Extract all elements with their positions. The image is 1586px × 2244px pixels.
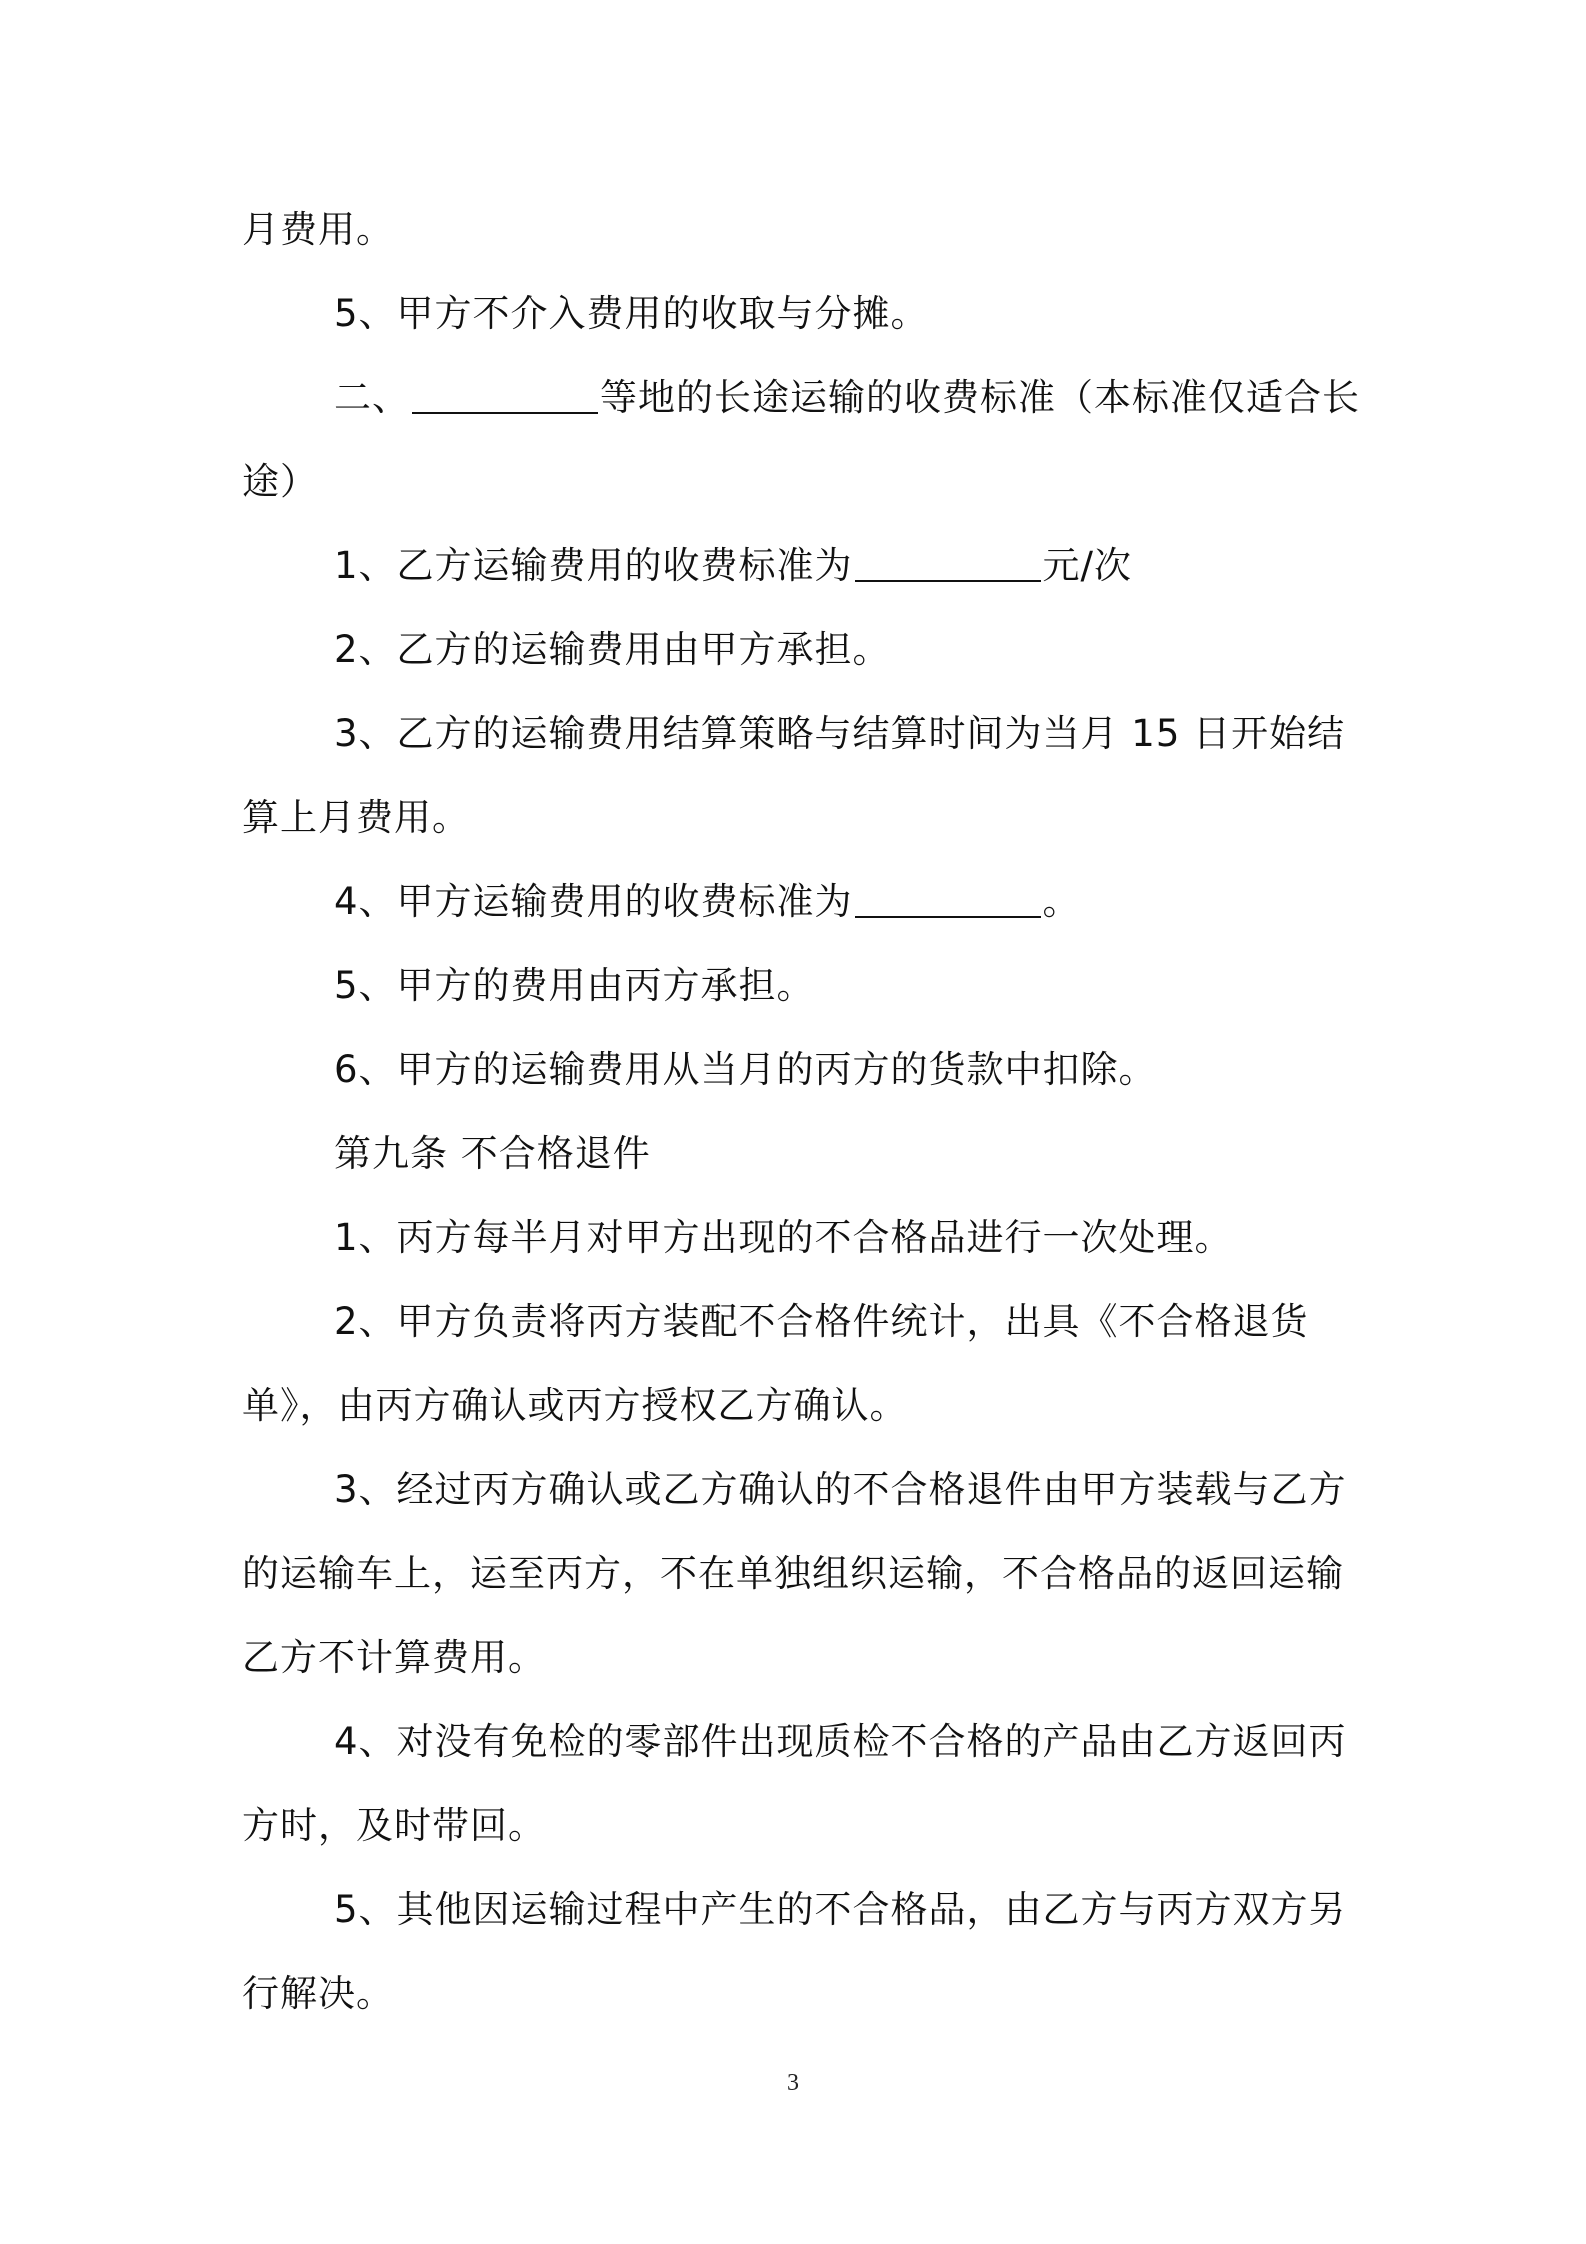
paragraph-item-6: 6、甲方的运输费用从当月的丙方的货款中扣除。 — [334, 1048, 1157, 1091]
section-2-text: 等地的长途运输的收费标准（本标准仅适合长 — [600, 376, 1360, 419]
paragraph-fee-item-5: 5、甲方不介入费用的收取与分摊。 — [334, 292, 929, 335]
paragraph-return-item-4: 4、对没有免检的零部件出现质检不合格的产品由乙方返回丙方时，及时带回。 — [242, 1720, 1347, 1847]
item-4-text: 4、甲方运输费用的收费标准为 — [334, 880, 853, 923]
paragraph-return-item-1: 1、丙方每半月对甲方出现的不合格品进行一次处理。 — [334, 1216, 1233, 1259]
blank-underline — [855, 550, 1041, 582]
paragraph-item-2: 2、乙方的运输费用由甲方承担。 — [334, 628, 891, 671]
paragraph-item-5: 5、甲方的费用由丙方承担。 — [334, 964, 815, 1007]
section-2-prefix: 二、 — [334, 376, 410, 419]
paragraph-section-2-heading — [334, 356, 1360, 440]
article-9-heading: 第九条 不合格退件 — [334, 1132, 651, 1175]
section-2-heading-continued: 途） — [242, 460, 318, 503]
page-number: 3 — [787, 2070, 799, 2096]
paragraph-return-item-2: 2、甲方负责将丙方装配不合格件统计，出具《不合格退货单》，由丙方确认或丙方授权乙方确认。 — [242, 1300, 1309, 1427]
paragraph-item-3: 3、乙方的运输费用结算策略与结算时间为当月 15 日开始结算上月费用。 — [242, 712, 1346, 839]
paragraph-item-1 — [334, 524, 1132, 608]
blank-underline — [412, 382, 598, 414]
item-1-unit: 元/次 — [1042, 544, 1133, 587]
item-1-text: 1、乙方运输费用的收费标准为 — [334, 544, 853, 587]
paragraph-item-4 — [334, 860, 1081, 944]
item-4-end: 。 — [1042, 880, 1081, 923]
paragraph-month-fee: 月费用。 — [242, 208, 394, 251]
paragraph-return-item-3: 3、经过丙方确认或乙方确认的不合格退件由甲方装载与乙方的运输车上，运至丙方，不在单独组织运输，不合格品的返回运输乙方不计算费用。 — [242, 1468, 1347, 1679]
blank-underline — [855, 886, 1041, 918]
paragraph-return-item-5: 5、其他因运输过程中产生的不合格品，由乙方与丙方双方另行解决。 — [242, 1888, 1347, 2015]
